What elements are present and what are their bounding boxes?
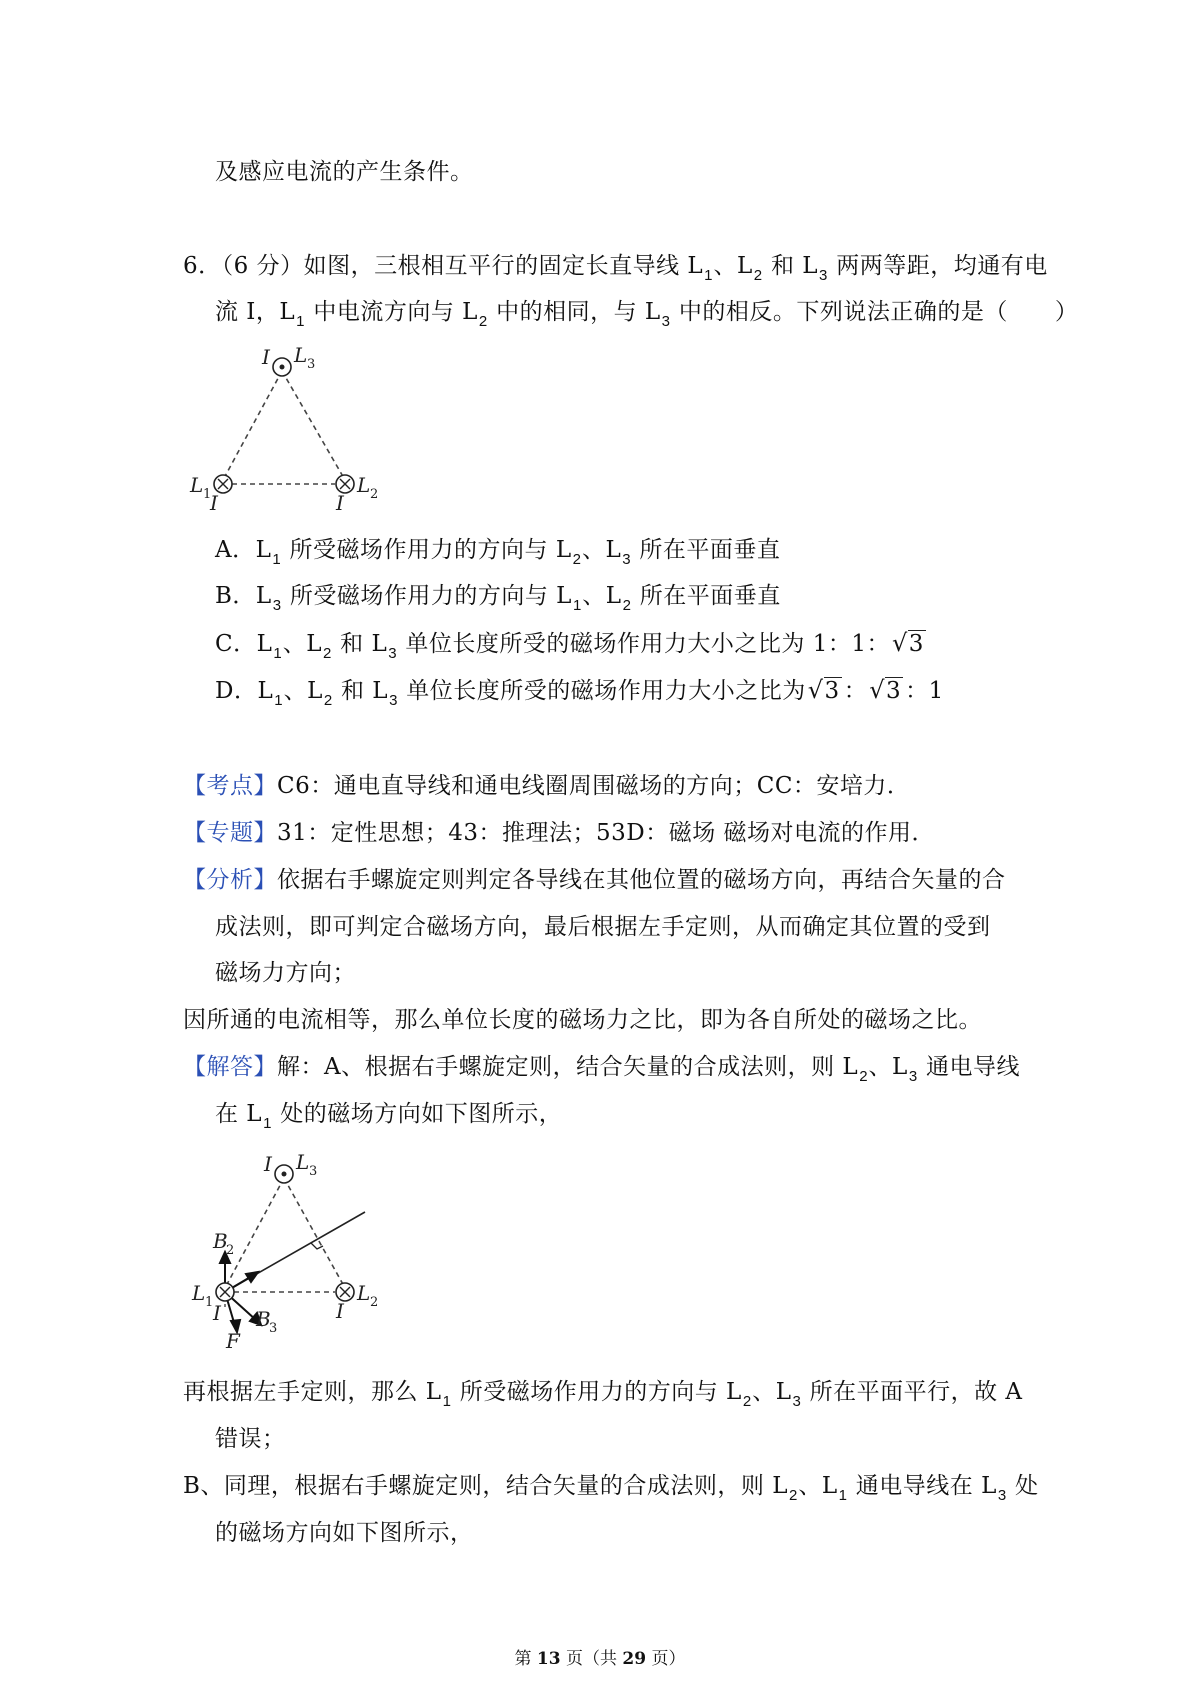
kaodian-line [183, 770, 910, 802]
subscript: 2 [622, 597, 631, 614]
subscript: 1 [274, 692, 283, 709]
subscript: 1 [572, 597, 582, 614]
text: 页） [646, 1649, 686, 1669]
page-number: 13 [536, 1649, 561, 1669]
total-pages: 29 [622, 1649, 647, 1669]
zhuanti-tag: 【专题】 [183, 820, 277, 846]
label-I-right: I [336, 491, 344, 510]
label-I-right: I [336, 1299, 344, 1323]
fenxi-line2 [215, 911, 991, 943]
question-6-line1 [183, 250, 1048, 285]
answer-a-line1 [183, 1376, 1023, 1411]
text: 在 L [215, 1101, 263, 1127]
text: 和 L [332, 631, 388, 657]
subscript: 3 [272, 597, 282, 614]
text: 和 L [333, 678, 389, 704]
subscript: 3 [819, 267, 828, 284]
zhuanti-line [183, 817, 935, 849]
wire-l1-in-icon [216, 1283, 234, 1301]
jieda-line2 [215, 1098, 562, 1133]
page-footer [0, 1644, 1200, 1669]
label-L1: L [192, 1281, 206, 1305]
text: 中的相同，与 L [488, 299, 661, 325]
subscript: 1 [203, 487, 212, 502]
text: C．L [215, 631, 273, 657]
subscript: 1 [442, 1393, 451, 1410]
text: 磁场力方向； [215, 960, 356, 986]
label-B3: B [256, 1307, 271, 1331]
question-6-line2 [215, 296, 1078, 331]
fenxi-tag: 【分析】 [183, 867, 277, 893]
subscript: 2 [859, 1068, 868, 1085]
text: 、L [713, 253, 753, 279]
subscript: 3 [389, 692, 398, 709]
subscript: 3 [269, 1321, 278, 1336]
option-c [215, 627, 928, 663]
label-I-left: I [213, 1301, 221, 1325]
subscript: 1 [296, 313, 305, 330]
subscript: 1 [272, 551, 281, 568]
text: 、L [581, 537, 622, 563]
text: 、L [798, 1473, 838, 1499]
text: 再根据左手定则，那么 L [183, 1379, 442, 1405]
jieda-tag: 【解答】 [183, 1054, 277, 1080]
subscript: 2 [370, 1295, 379, 1310]
label-L3: L [294, 343, 308, 367]
text: 页（共 [560, 1649, 623, 1669]
option-b [215, 580, 781, 615]
wire-triangle-figure [180, 340, 380, 510]
text: 6．（6 分）如图，三根相互平行的固定长直导线 L [183, 253, 704, 279]
label-L2: L [357, 1281, 371, 1305]
radicand: 3 [885, 678, 902, 704]
subscript: 2 [323, 692, 333, 709]
text: C6：通电直导线和通电线圈周围磁场的方向；CC：安培力． [277, 773, 911, 799]
text: A．L [215, 537, 272, 563]
option-d [215, 674, 944, 710]
label-I-left: I [210, 491, 218, 510]
subscript: 1 [838, 1487, 847, 1504]
text: 处 [1007, 1473, 1039, 1499]
subscript: 3 [307, 357, 316, 372]
field-vector-figure [180, 1140, 390, 1350]
text: D．L [215, 678, 274, 704]
radicand: 3 [824, 678, 840, 704]
text: B．L [215, 583, 272, 609]
label-L3: L [296, 1150, 310, 1174]
text: 所受磁场作用力的方向与 L [282, 583, 572, 609]
subscript: 1 [205, 1295, 214, 1310]
text: 流 I，L [215, 299, 296, 325]
subscript: 1 [263, 1115, 272, 1132]
subscript: 3 [309, 1164, 318, 1179]
text: B、同理，根据右手螺旋定则，结合矢量的合成法则，则 L [183, 1473, 788, 1499]
text: 因所通的电流相等，那么单位长度的磁场力之比，即为各自所处的磁场之比。 [183, 1007, 982, 1033]
text: 31：定性思想；43：推理法；53D：磁场 磁场对电流的作用． [277, 820, 936, 846]
text: 、L [582, 583, 622, 609]
text-line [215, 156, 474, 188]
text: 所受磁场作用力的方向与 L [451, 1379, 742, 1405]
subscript: 2 [789, 1487, 798, 1504]
sqrt-3: √3 [891, 629, 924, 657]
text: ： [843, 678, 868, 704]
answer-b-line1 [183, 1470, 1039, 1505]
label-L2: L [357, 473, 371, 497]
text: 中的相反。下列说法正确的是（ ） [671, 299, 1079, 325]
text: 两两等距，均通有电 [828, 253, 1048, 279]
wire-l3-out-icon [275, 1165, 293, 1183]
text: 通电导线 [918, 1054, 1020, 1080]
subscript: 3 [908, 1068, 918, 1085]
option-a [215, 534, 780, 569]
text: 、L [282, 631, 322, 657]
text: ：1 [905, 678, 944, 704]
text: 中电流方向与 L [305, 299, 478, 325]
subscript: 2 [478, 313, 488, 330]
subscript: 1 [273, 645, 282, 662]
subscript: 2 [323, 645, 332, 662]
text: 所在平面垂直 [631, 537, 781, 563]
label-I-top: I [264, 1152, 272, 1176]
label-L1: L [190, 473, 204, 497]
label-I-top: I [262, 345, 270, 369]
text: 所受磁场作用力的方向与 L [281, 537, 572, 563]
text: 解：A、根据右手螺旋定则，结合矢量的合成法则，则 L [277, 1054, 859, 1080]
text: 错误； [215, 1426, 286, 1452]
sqrt-3: √3 [869, 676, 902, 704]
text: 依据右手螺旋定则判定各导线在其他位置的磁场方向，再结合矢量的合 [277, 867, 1006, 893]
answer-a-line2 [215, 1423, 286, 1455]
answer-b-line2 [215, 1517, 474, 1549]
text: 成法则，即可判定合磁场方向，最后根据左手定则，从而确定其位置的受到 [215, 914, 991, 940]
text: 所在平面垂直 [631, 583, 781, 609]
subscript: 3 [792, 1393, 801, 1410]
subscript: 3 [997, 1487, 1007, 1504]
label-F: F [226, 1329, 240, 1350]
subscript: 3 [622, 551, 631, 568]
text: 及感应电流的产生条件。 [215, 159, 474, 185]
triangle-edge-right [282, 371, 345, 480]
fenxi-line4 [183, 1004, 982, 1036]
text: 所在平面平行，故 A [801, 1379, 1023, 1405]
fenxi-line1 [183, 864, 1006, 896]
radicand: 3 [908, 631, 924, 657]
triangle-edge-left [223, 371, 282, 480]
text: 、L [283, 678, 323, 704]
text: 和 L [763, 253, 819, 279]
arrowhead [246, 1272, 258, 1282]
text: 单位长度所受的磁场作用力大小之比为 [398, 678, 806, 704]
text: 处的磁场方向如下图所示， [272, 1101, 563, 1127]
text: 第 [514, 1649, 537, 1669]
sqrt-3: √3 [807, 676, 840, 704]
subscript: 2 [753, 267, 763, 284]
subscript: 2 [226, 1243, 235, 1258]
subscript: 3 [388, 645, 397, 662]
label-B2: B [213, 1229, 228, 1253]
subscript: 3 [661, 313, 671, 330]
subscript: 1 [704, 267, 713, 284]
kaodian-tag: 【考点】 [183, 773, 277, 799]
jieda-line1 [183, 1051, 1020, 1086]
subscript: 2 [742, 1393, 752, 1410]
subscript: 2 [370, 487, 379, 502]
text: 的磁场方向如下图所示， [215, 1520, 474, 1546]
text: 、L [752, 1379, 792, 1405]
fenxi-line3 [215, 957, 356, 989]
text: 通电导线在 L [847, 1473, 997, 1499]
text: 单位长度所受的磁场作用力大小之比为 1：1： [397, 631, 890, 657]
text: 、L [868, 1054, 908, 1080]
wire-l3-out-icon [273, 358, 291, 376]
subscript: 2 [572, 551, 581, 568]
